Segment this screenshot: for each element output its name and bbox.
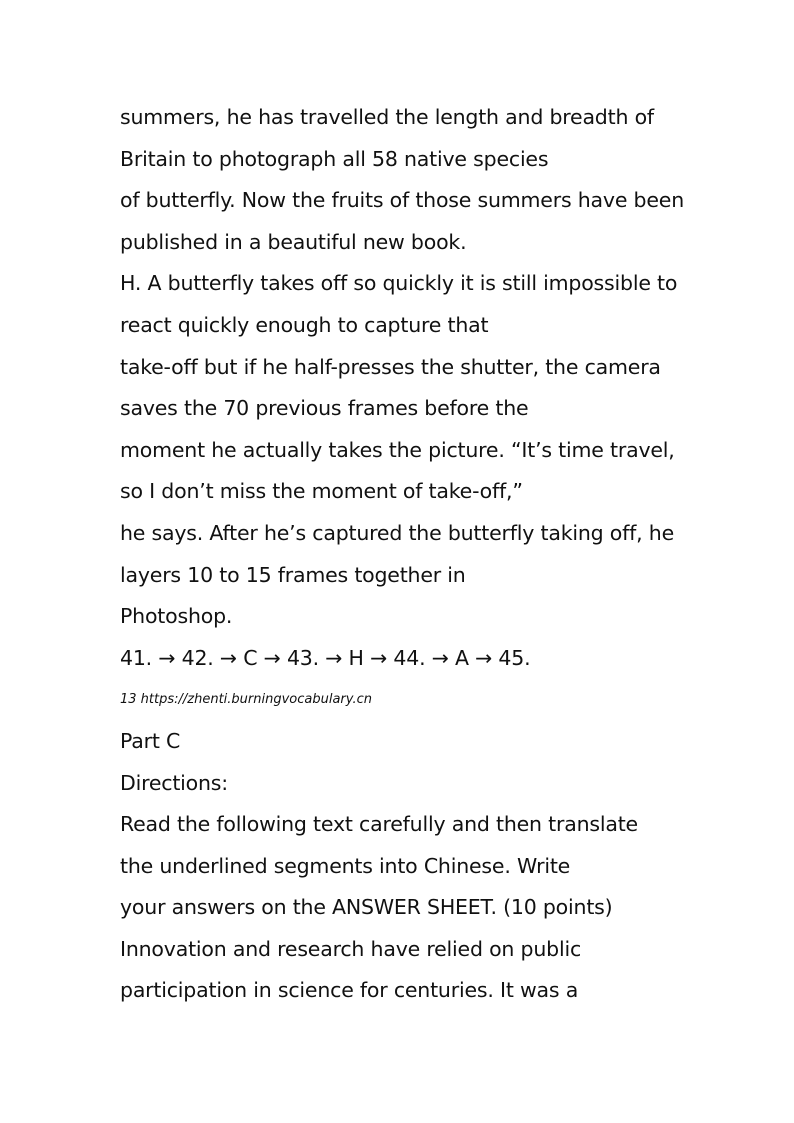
directions-label: Directions: [120,770,228,795]
text-line: take-off but if he half-presses the shutter, the camera [120,354,661,379]
text-line: the underlined segments into Chinese. Write [120,853,571,878]
text-line: Read the following text carefully and then translate [120,812,638,837]
text-line: participation in science for centuries. It was a [120,978,579,1003]
answer-sequence: 41. → 42. → C → 43. → H → 44. → A → 45. [120,645,531,670]
text-line: of butterfly. Now the fruits of those summers have been [120,188,684,213]
text-line: Photoshop. [120,604,233,629]
text-line: Innovation and research have relied on public [120,936,582,961]
text-line: react quickly enough to capture that [120,312,489,337]
text-line: moment he actually takes the picture. “It’s time travel, [120,437,675,462]
text-line: H. A butterfly takes off so quickly it is still impossible to [120,271,678,296]
text-line: your answers on the ANSWER SHEET. (10 points) [120,895,613,920]
text-line: he says. After he’s captured the butterfly taking off, he [120,520,675,545]
text-line: published in a beautiful new book. [120,229,467,254]
text-line: so I don’t miss the moment of take-off,” [120,479,523,504]
page-footer: 13 https://zhenti.burningvocabulary.cn [120,692,372,708]
text-line: layers 10 to 15 frames together in [120,562,466,587]
text-line: saves the 70 previous frames before the [120,396,529,421]
section-heading: Part C [120,728,181,753]
text-line: Britain to photograph all 58 native species [120,146,549,171]
text-line: summers, he has travelled the length and breadth of [120,105,654,129]
text-block [120,97,740,1012]
